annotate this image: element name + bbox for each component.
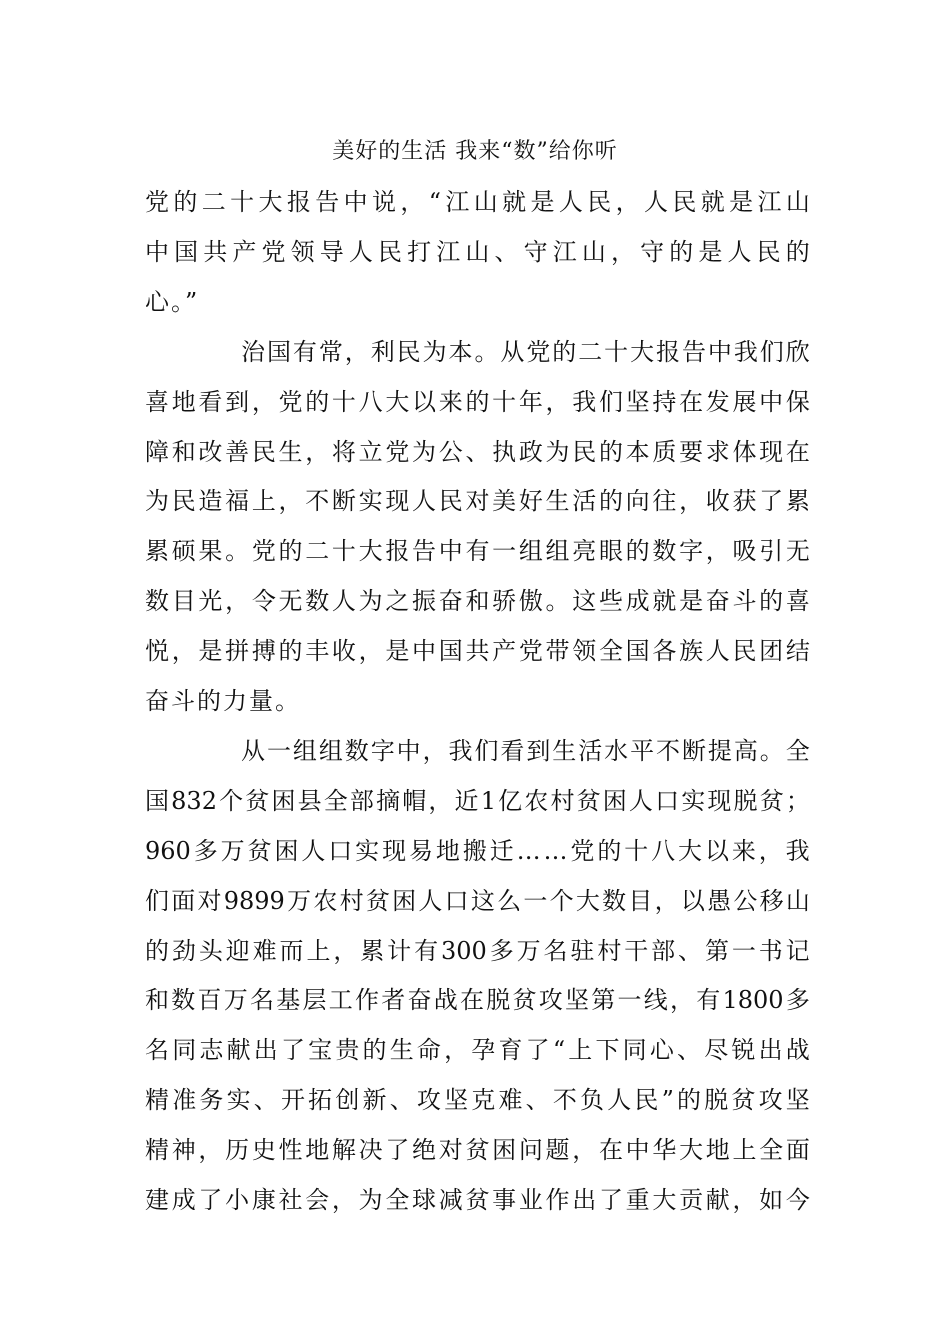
text-line: 党 的 二 十 大 报 告 中 说 ， “ 江 山 就 是 人 民 ， 人 民 就 是 江 山 [145,188,810,216]
text-line: 的 劲 头 迎 难 而 上 ， 累 计 有 300 多 万 名 驻 村 干 部 、 第 一 书 记 [145,936,810,965]
text-line: 治 国 有 常 ， 利 民 为 本 。 从 党 的 二 十 大 报 告 中 我 们 欣 [241,337,810,366]
text-line: 建 成 了 小 康 社 会 ， 为 全 球 减 贫 事 业 作 出 了 重 大 贡 献 ， 如 今 [145,1186,810,1214]
text-line: 们 面 对 9899 万 农 村 贫 困 人 口 这 么 一 个 大 数 目 ， 以 愚 公 移 山 [145,886,810,915]
text-line: 国 832 个 贫 困 县 全 部 摘 帽 ， 近 1 亿 农 村 贫 困 人 口 实 现 脱 贫 ； [145,786,810,815]
text-line: 障 和 改 善 民 生 ， 将 立 党 为 公 、 执 政 为 民 的 本 质 要 求 体 现 在 [145,437,810,466]
text-line: 名 同 志 献 出 了 宝 贵 的 生 命 ， 孕 育 了 “ 上 下 同 心 、 尽 锐 出 战 [145,1036,810,1065]
text-line: 喜 地 看 到 ， 党 的 十 八 大 以 来 的 十 年 ， 我 们 坚 持 在 发 展 中 保 [145,387,810,416]
text-line: 从 一 组 组 数 字 中 ， 我 们 看 到 生 活 水 平 不 断 提 高 。 全 [241,736,810,765]
text-line: 960 多 万 贫 困 人 口 实 现 易 地 搬 迁 … … 党 的 十 八 大 以 来 ， 我 [145,836,810,865]
text-line: 数 目 光 ， 令 无 数 人 为 之 振 奋 和 骄 傲 。 这 些 成 就 是 奋 斗 的 喜 [145,587,810,616]
page-title: 美好的生活 我来“数”给你听 [332,139,618,164]
text-line: 和 数 百 万 名 基 层 工 作 者 奋 战 在 脱 贫 攻 坚 第 一 线 ， 有 1800 多 [145,986,810,1015]
text-line: 奋斗的力量。 [145,687,301,715]
text-line: 中 国 共 产 党 领 导 人 民 打 江 山 、 守 江 山 ， 守 的 是 人 民 的 [145,237,810,266]
text-line: 精 神 ， 历 史 性 地 解 决 了 绝 对 贫 困 问 题 ， 在 中 华 大 地 上 全 面 [145,1136,810,1165]
text-line: 累 硕 果 。 党 的 二 十 大 报 告 中 有 一 组 组 亮 眼 的 数 字 ， 吸 引 无 [145,537,810,566]
text-line: 精 准 务 实 、 开 拓 创 新 、 攻 坚 克 难 、 不 负 人 民 ” 的 脱 贫 攻 坚 [145,1086,810,1115]
text-line: 悦 ， 是 拼 搏 的 丰 收 ， 是 中 国 共 产 党 带 领 全 国 各 族 人 民 团 结 [145,637,810,666]
text-line: 心。” [145,287,200,316]
text-line: 为 民 造 福 上 ， 不 断 实 现 人 民 对 美 好 生 活 的 向 往 ， 收 获 了 累 [145,487,810,516]
